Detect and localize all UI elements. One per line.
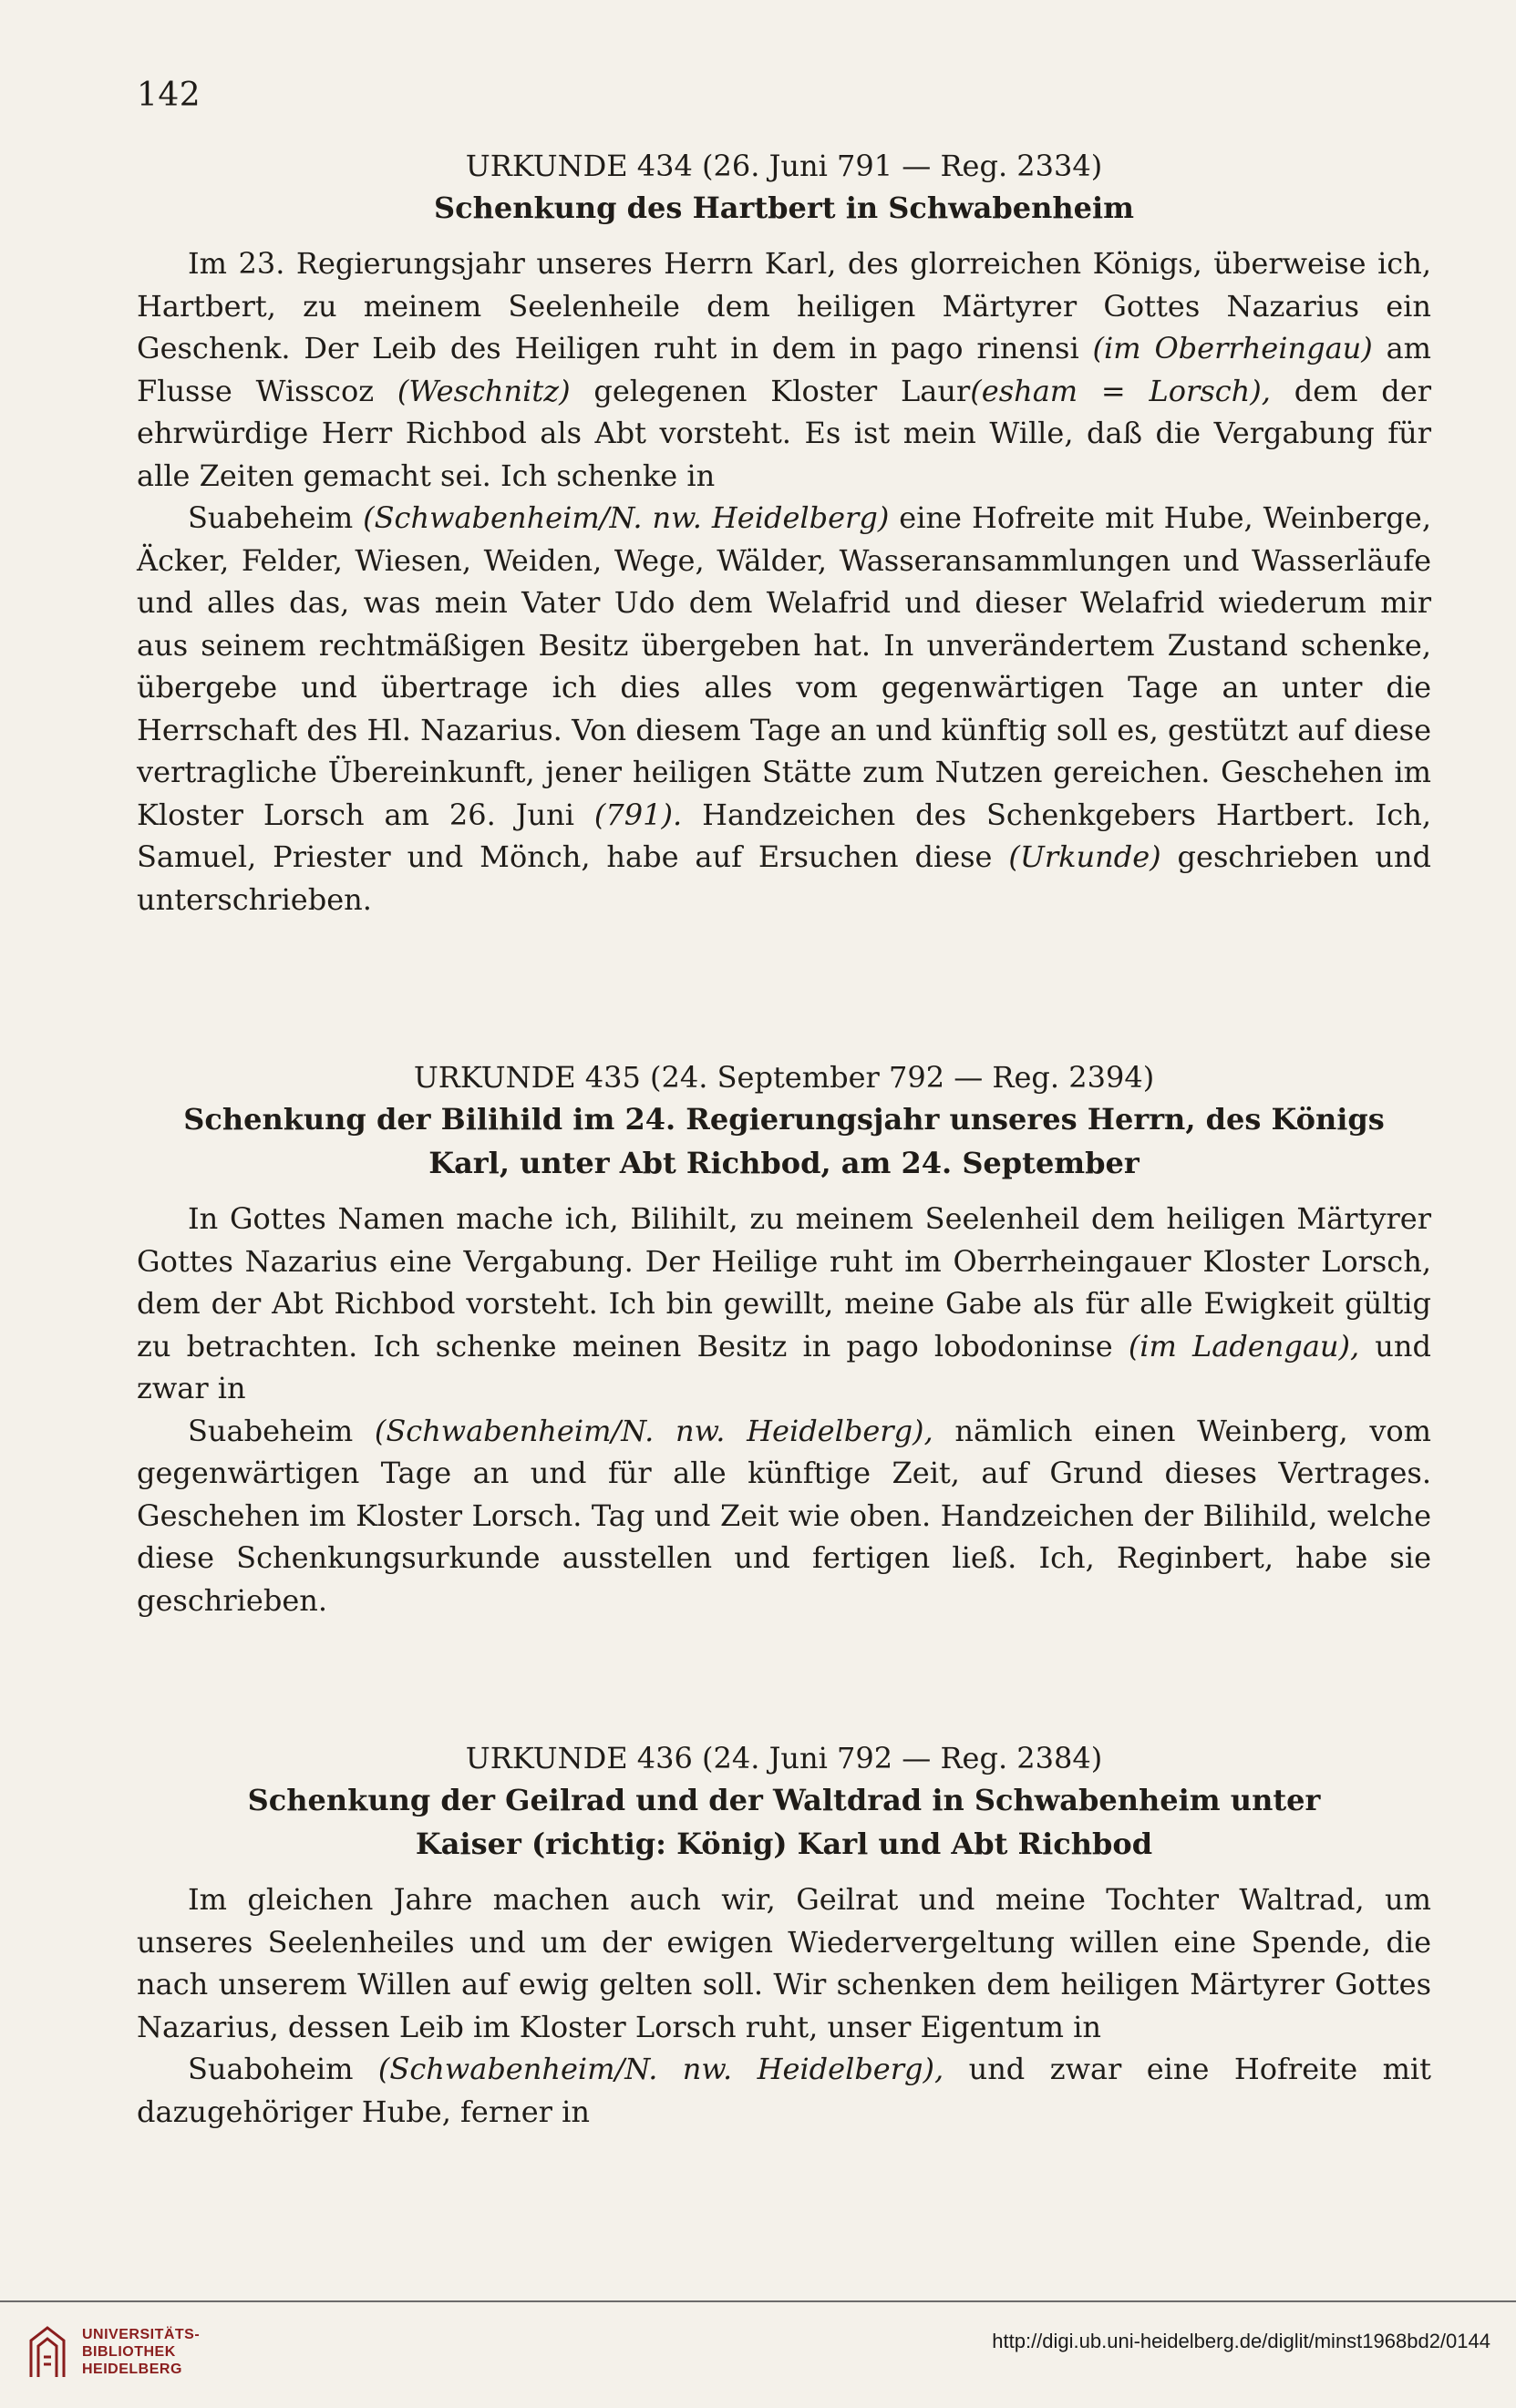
institution-line: HEIDELBERG xyxy=(82,2362,182,2377)
subheading-line: Karl, unter Abt Richbod, am 24. September xyxy=(428,1146,1140,1180)
text-run: gelegenen Kloster Laur xyxy=(570,373,971,408)
urkunde-434 xyxy=(137,146,1431,921)
subheading-line: Schenkung der Bilihild im 24. Regierungsjahr unseres Herrn, des Königs xyxy=(183,1102,1385,1137)
section-heading: URKUNDE 435 (24. September 792 — Reg. 2394) xyxy=(413,1060,1155,1095)
text-run: am Flusse Wisscoz xyxy=(137,331,1432,408)
text-run: eine Hofreite mit Hube, Weinberge, Äcker, Felder, Wiesen, Weiden, Wege, Wälder, Wasseransammlungen und Wasserläufe und alles das, was mein Vater Udo dem Welafrid und dieser Welafrid wiederum mir aus seinem rechtmäßigen Besitz übergeben hat. In unverändertem Zustand schenke, übergebe und übertrage ich dies alles vom gegenwärtigen Tage an unter die Herrschaft des Hl. Nazarius. Von diesem Tage an und künftig soll es, gestützt auf diese vertragliche Übereinkunft, jener heiligen Stätte zum Nutzen gereichen. Geschehen im Kloster Lorsch am 26. Juni xyxy=(137,500,1432,832)
section-heading: URKUNDE 436 (24. Juni 792 — Reg. 2384) xyxy=(465,1741,1103,1775)
section-subheading xyxy=(137,186,1431,230)
text-run: Handzeichen des Schenkgebers Hartbert. Ich, Samuel, Priester und Mönch, habe auf Ersuchen diese xyxy=(137,797,1432,874)
source-url-link[interactable]: http://digi.ub.uni-heidelberg.de/diglit/minst1968bd2/0144 xyxy=(992,2330,1490,2352)
italic-run: (Schwabenheim/N. nw. Heidelberg) xyxy=(363,500,890,535)
italic-run: (Schwabenheim/N. nw. Heidelberg), xyxy=(374,1413,933,1448)
urkunde-436 xyxy=(137,1738,1431,2133)
section-heading: URKUNDE 434 (26. Juni 791 — Reg. 2334) xyxy=(465,149,1103,183)
urkunde-435 xyxy=(137,1057,1431,1621)
subheading-line: Kaiser (richtig: König) Karl und Abt Richbod xyxy=(415,1827,1153,1861)
paragraph xyxy=(137,497,1431,921)
italic-run: (Weschnitz) xyxy=(397,373,571,408)
paragraph xyxy=(137,2048,1431,2133)
italic-run: (Schwabenheim/N. nw. Heidelberg), xyxy=(377,2052,944,2086)
text-run: In Gottes Namen mache ich, Bilihilt, zu meinem Seelenheil dem heiligen Märtyrer Gottes Nazarius eine Vergabung. Der Heilige ruht im Oberrheingauer Kloster Lorsch, dem der Abt Richbod vorsteht. Ich bin gewillt, meine Gabe als für alle Ewigkeit gültig zu betrachten. Ich schenke meinen Besitz in pago lobodoninse xyxy=(137,1201,1431,1364)
subheading-line: Schenkung des Hartbert in Schwabenheim xyxy=(433,190,1135,225)
ub-heidelberg-logo-icon xyxy=(26,2324,69,2379)
paragraph xyxy=(137,1198,1431,1410)
italic-run: (esham = Lorsch), xyxy=(970,373,1271,408)
text-run: dem der ehrwürdige Herr Richbod als Abt vorsteht. Es ist mein Wille, daß die Vergabung für alle Zeiten gemacht sei. Ich schenke in xyxy=(137,373,1432,493)
text-run: Suabeheim xyxy=(188,1413,375,1448)
italic-run: (im Ladengau), xyxy=(1128,1328,1360,1364)
institution-name xyxy=(82,2326,200,2378)
paragraph xyxy=(137,242,1431,497)
text-run: Suabeheim xyxy=(188,500,364,535)
text-run: Im 23. Regierungsjahr unseres Herrn Karl, des glorreichen Königs, überweise ich, Hartbert, zu meinem Seelenheile dem heiligen Märtyrer Gottes Nazarius ein Geschenk. Der Leib des Heiligen ruht in dem in pago rinensi xyxy=(137,246,1431,365)
section-gap xyxy=(137,1621,1431,1738)
section-gap xyxy=(137,921,1431,1057)
section-subheading xyxy=(137,1097,1431,1185)
paragraph xyxy=(137,1410,1431,1622)
subheading-line: Schenkung der Geilrad und der Waltdrad in Schwabenheim unter xyxy=(247,1783,1321,1817)
text-run: Im gleichen Jahre machen auch wir, Geilrat und meine Tochter Waltrad, um unseres Seelenheiles und um der ewigen Wiedervergeltung willen eine Spende, die nach unserem Willen auf ewig gelten soll. Wir schenken dem heiligen Märtyrer Gottes Nazarius, dessen Leib im Kloster Lorsch ruht, unser Eigentum in xyxy=(137,1882,1431,2044)
institution-line: UNIVERSITÄTS- xyxy=(82,2327,201,2342)
text-run: und zwar in xyxy=(137,1328,1432,1405)
text-run: nämlich einen Weinberg, vom gegenwärtigen Tage an und für alle künftige Zeit, auf Grund dieses Vertrages. Geschehen im Kloster Lorsch. Tag und Zeit wie oben. Handzeichen der Bilihild, welche diese Schenkungsurkunde ausstellen und fertigen ließ. Ich, Reginbert, habe sie geschrieben. xyxy=(137,1413,1431,1618)
text-run: geschrieben und unterschrieben. xyxy=(137,839,1432,917)
document-body xyxy=(137,146,1431,2133)
text-run: Suaboheim xyxy=(188,2052,378,2086)
italic-run: (im Oberrheingau) xyxy=(1092,331,1373,365)
text-run: und zwar eine Hofreite mit dazugehöriger Hube, ferner in xyxy=(137,2052,1432,2129)
library-footer xyxy=(0,2300,1516,2408)
italic-run: (791). xyxy=(593,797,683,832)
institution-line: BIBLIOTHEK xyxy=(82,2344,176,2360)
section-subheading xyxy=(137,1778,1431,1866)
page-number: 142 xyxy=(137,77,201,114)
italic-run: (Urkunde) xyxy=(1008,839,1161,874)
paragraph xyxy=(137,1878,1431,2048)
